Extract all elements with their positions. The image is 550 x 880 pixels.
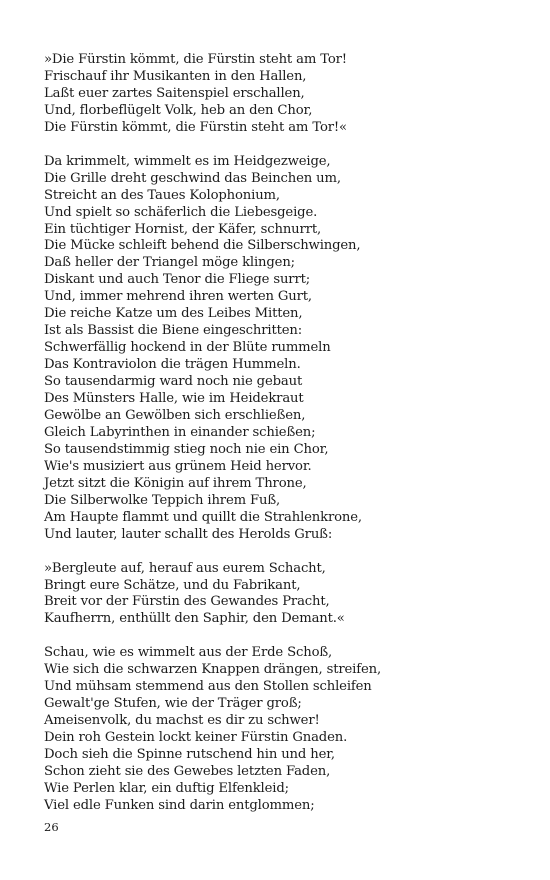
verse-line: Am Haupte flammt und quillt die Strahlenkrone,: [44, 509, 362, 525]
verse-line: Und mühsam stemmend aus den Stollen schleifen: [44, 679, 372, 695]
stanza: [44, 645, 524, 815]
verse-line: Gewölbe an Gewölben sich erschließen,: [44, 408, 306, 423]
stanza: [44, 561, 524, 629]
verse-line: Ein tüchtiger Hornist, der Käfer, schnurrt,: [44, 221, 322, 237]
verse-line: So tausendstimmig stieg noch nie ein Chor,: [44, 441, 329, 457]
verse-line: Die Mücke schleift behend die Silberschwingen,: [44, 238, 361, 254]
verse-line: Breit vor der Fürstin des Gewandes Pracht,: [44, 594, 330, 610]
verse-line: Jetzt sitzt die Königin auf ihrem Throne,: [44, 475, 307, 491]
verse-line: Viel edle Funken sind darin entglommen;: [44, 797, 315, 813]
verse-line: Streicht an des Taues Kolophonium,: [44, 187, 280, 203]
verse-line: »Die Fürstin kömmt, die Fürstin steht am Tor!: [44, 52, 347, 67]
stanza: [44, 154, 524, 544]
verse-line: Bringt eure Schätze, und du Fabrikant,: [44, 577, 301, 593]
verse-line: Schon zieht sie des Gewebes letzten Faden,: [44, 763, 331, 779]
verse-line: Wie Perlen klar, ein duftig Elfenkleid;: [44, 780, 289, 796]
verse-line: Die reiche Katze um des Leibes Mitten,: [44, 306, 303, 322]
verse-line: Gewalt'ge Stufen, wie der Träger groß;: [44, 696, 302, 712]
verse-line: Da krimmelt, wimmelt es im Heidgezweige,: [44, 153, 331, 169]
verse-line: Ameisenvolk, du machst es dir zu schwer!: [44, 713, 320, 729]
verse-line: Ist als Bassist die Biene eingeschritten:: [44, 323, 303, 339]
verse-line: Die Silberwolke Teppich ihrem Fuß,: [44, 492, 281, 508]
verse-line: Laßt euer zartes Saitenspiel erschallen,: [44, 85, 305, 101]
verse-line: Diskant und auch Tenor die Fliege surrt;: [44, 272, 311, 288]
poem-body: [44, 52, 524, 815]
verse-line: Frischauf ihr Musikanten in den Hallen,: [44, 68, 307, 84]
verse-line: Schau, wie es wimmelt aus der Erde Schoß,: [44, 645, 333, 661]
verse-line: Kaufherrn, enthüllt den Saphir, den Demant.«: [44, 611, 345, 627]
verse-line: So tausendarmig ward noch nie gebaut: [44, 374, 303, 390]
verse-line: Und spielt so schäferlich die Liebesgeige.: [44, 204, 318, 220]
verse-line: Gleich Labyrinthen in einander schießen;: [44, 424, 316, 440]
verse-line: Doch sieh die Spinne rutschend hin und her,: [44, 747, 335, 763]
verse-line: Des Münsters Halle, wie im Heidekraut: [44, 391, 304, 407]
stanza: [44, 52, 524, 137]
verse-line: Die Fürstin kömmt, die Fürstin steht am Tor!«: [44, 119, 347, 135]
verse-line: Die Grille dreht geschwind das Beinchen um,: [44, 170, 341, 186]
verse-line: Schwerfällig hockend in der Blüte rummeln: [44, 340, 331, 356]
verse-line: Daß heller der Triangel möge klingen;: [44, 255, 295, 271]
verse-line: Wie's musiziert aus grünem Heid hervor.: [44, 458, 312, 474]
verse-line: »Bergleute auf, herauf aus eurem Schacht,: [44, 560, 326, 576]
page-number: 26: [44, 820, 59, 834]
verse-line: Das Kontraviolon die trägen Hummeln.: [44, 357, 301, 373]
verse-line: Wie sich die schwarzen Knappen drängen, streifen,: [44, 662, 382, 678]
verse-line: Und, florbeflügelt Volk, heb an den Chor,: [44, 102, 313, 118]
verse-line: Und, immer mehrend ihren werten Gurt,: [44, 289, 312, 305]
verse-line: Und lauter, lauter schallt des Herolds Gruß:: [44, 526, 333, 542]
verse-line: Dein roh Gestein lockt keiner Fürstin Gnaden.: [44, 730, 348, 746]
